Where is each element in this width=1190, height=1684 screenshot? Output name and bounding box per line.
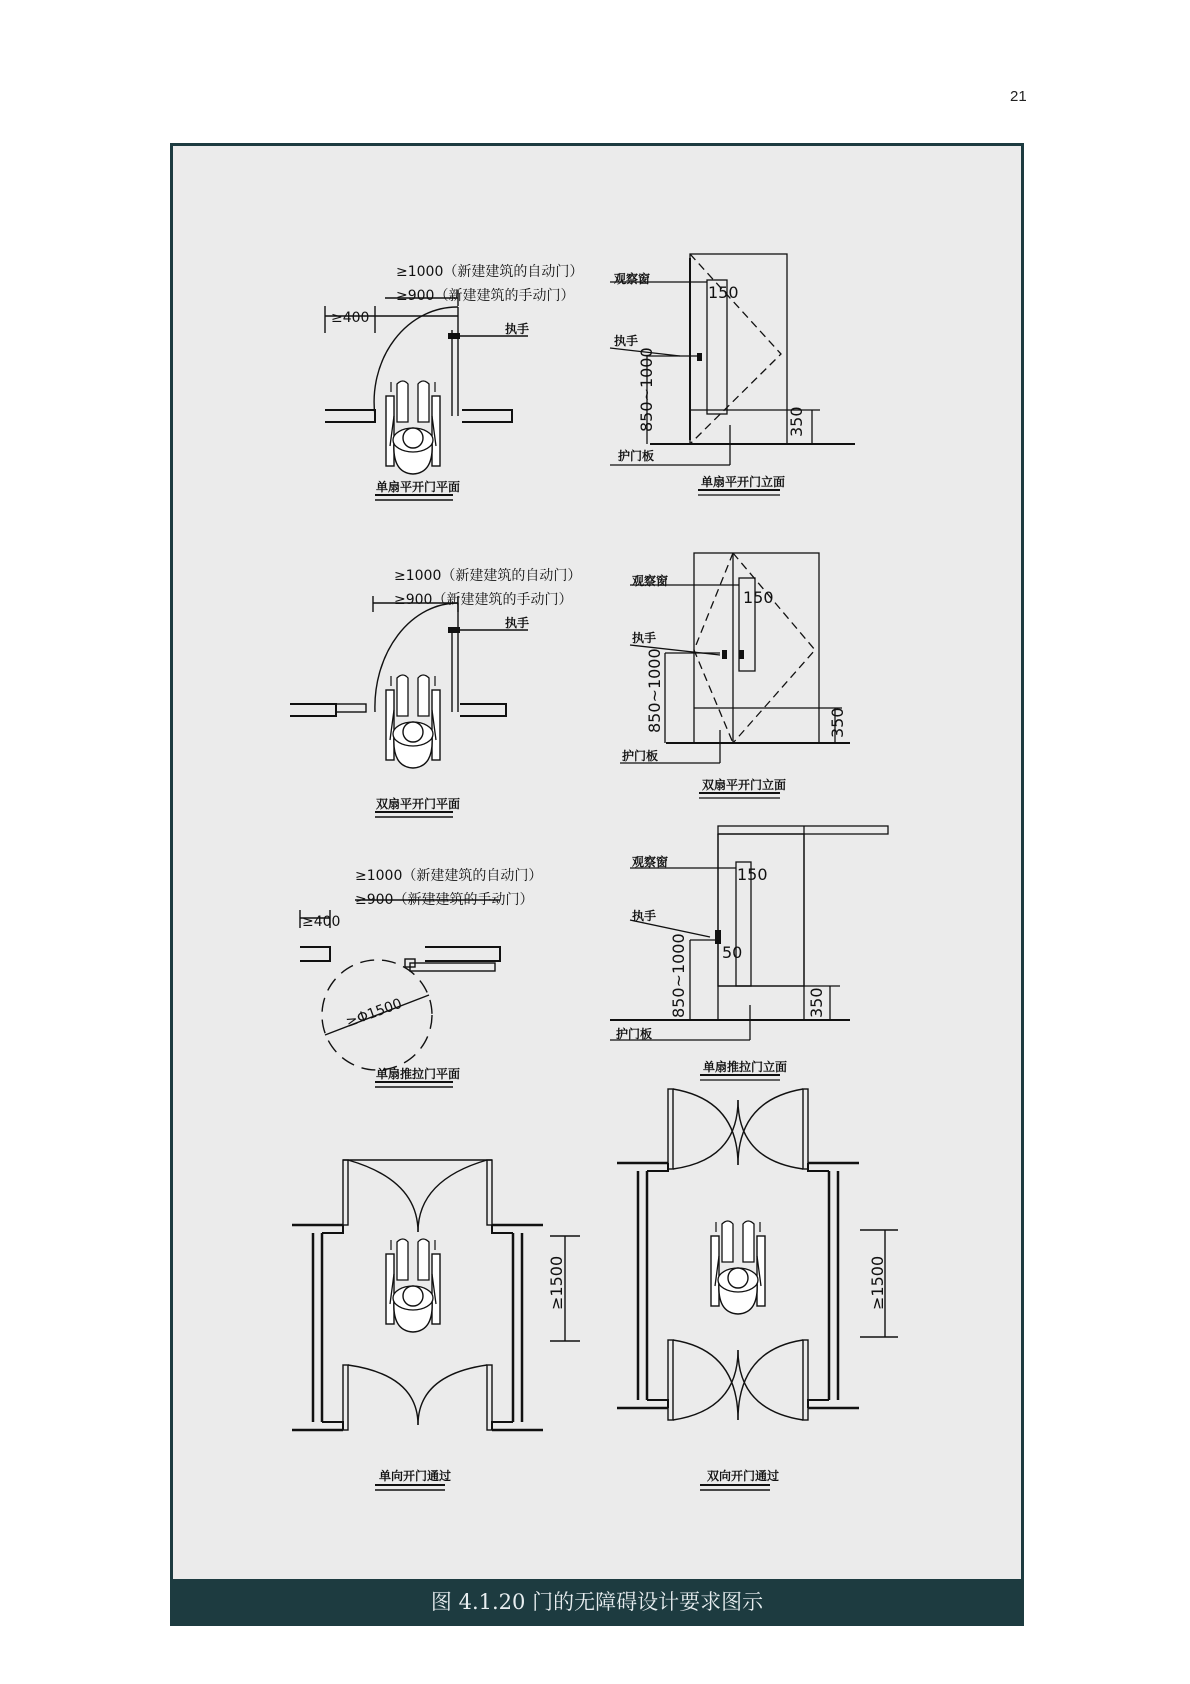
sliding-elevation-handle-height: 850~1000 — [669, 933, 688, 1018]
page-number: 21 — [1010, 88, 1027, 105]
single-swing-elevation-handle-height: 850~1000 — [637, 347, 656, 432]
double-swing-elevation-title: 双扇平开门立面 — [702, 778, 787, 792]
double-swing-elevation-window-width: 150 — [743, 588, 774, 607]
one-way-passage-title: 单向开门通过 — [379, 1469, 452, 1483]
double-swing-plan-dim-auto: ≥1000（新建建筑的自动门） — [394, 568, 582, 584]
single-swing-plan-dim-auto: ≥1000（新建建筑的自动门） — [396, 264, 584, 280]
sliding-elevation-window-label: 观察窗 — [632, 855, 669, 869]
single-swing-elevation-window-width: 150 — [708, 283, 739, 302]
double-swing-elevation-guard-height: 350 — [828, 707, 847, 738]
single-swing-elevation-guard-label: 护门板 — [618, 449, 655, 463]
sliding-elevation-handle-label: 执手 — [632, 909, 657, 923]
double-swing-elevation-guard-label: 护门板 — [622, 749, 659, 763]
figure-caption: 图 4.1.20 门的无障碍设计要求图示 — [170, 1579, 1024, 1626]
sliding-plan-dim-side: ≥400 — [302, 914, 341, 930]
single-swing-elevation-guard-height: 350 — [787, 406, 806, 437]
single-swing-plan-handle-label: 执手 — [505, 322, 530, 336]
sliding-plan-dim-auto: ≥1000（新建建筑的自动门） — [355, 868, 543, 884]
double-swing-elevation-handle-label: 执手 — [632, 631, 657, 645]
single-swing-elevation-window-label: 观察窗 — [614, 272, 651, 286]
two-way-passage-title: 双向开门通过 — [707, 1469, 780, 1483]
sliding-elevation-window-width: 150 — [737, 865, 768, 884]
single-swing-plan-dim-manual: ≥900（新建建筑的手动门） — [396, 288, 575, 304]
single-swing-plan-title: 单扇平开门平面 — [376, 480, 461, 494]
double-swing-plan-title: 双扇平开门平面 — [376, 797, 461, 811]
sliding-elevation-title: 单扇推拉门立面 — [703, 1060, 788, 1074]
single-swing-elevation-handle-label: 执手 — [614, 334, 639, 348]
double-swing-plan-dim-manual: ≥900（新建建筑的手动门） — [394, 592, 573, 608]
double-swing-plan — [290, 596, 528, 817]
single-swing-plan-dim-side: ≥400 — [331, 310, 370, 326]
sliding-plan-turning-circle: ≥Φ1500 — [343, 995, 405, 1031]
double-swing-plan-handle-label: 执手 — [505, 616, 530, 630]
sliding-elevation-guard-height: 350 — [807, 987, 826, 1018]
one-way-passage-dim: ≥1500 — [547, 1255, 566, 1310]
one-way-passage — [292, 1160, 580, 1490]
sliding-elevation-guard-label: 护门板 — [616, 1027, 653, 1041]
sliding-plan-title: 单扇推拉门平面 — [376, 1067, 461, 1081]
single-swing-elevation-title: 单扇平开门立面 — [701, 475, 786, 489]
sliding-elevation-handle-offset: 50 — [722, 943, 743, 962]
two-way-passage-dim: ≥1500 — [868, 1255, 887, 1310]
double-swing-elevation-window-label: 观察窗 — [632, 574, 669, 588]
double-swing-elevation-handle-height: 850~1000 — [645, 648, 664, 733]
sliding-plan-dim-manual: ≥900（新建建筑的手动门） — [355, 892, 534, 908]
